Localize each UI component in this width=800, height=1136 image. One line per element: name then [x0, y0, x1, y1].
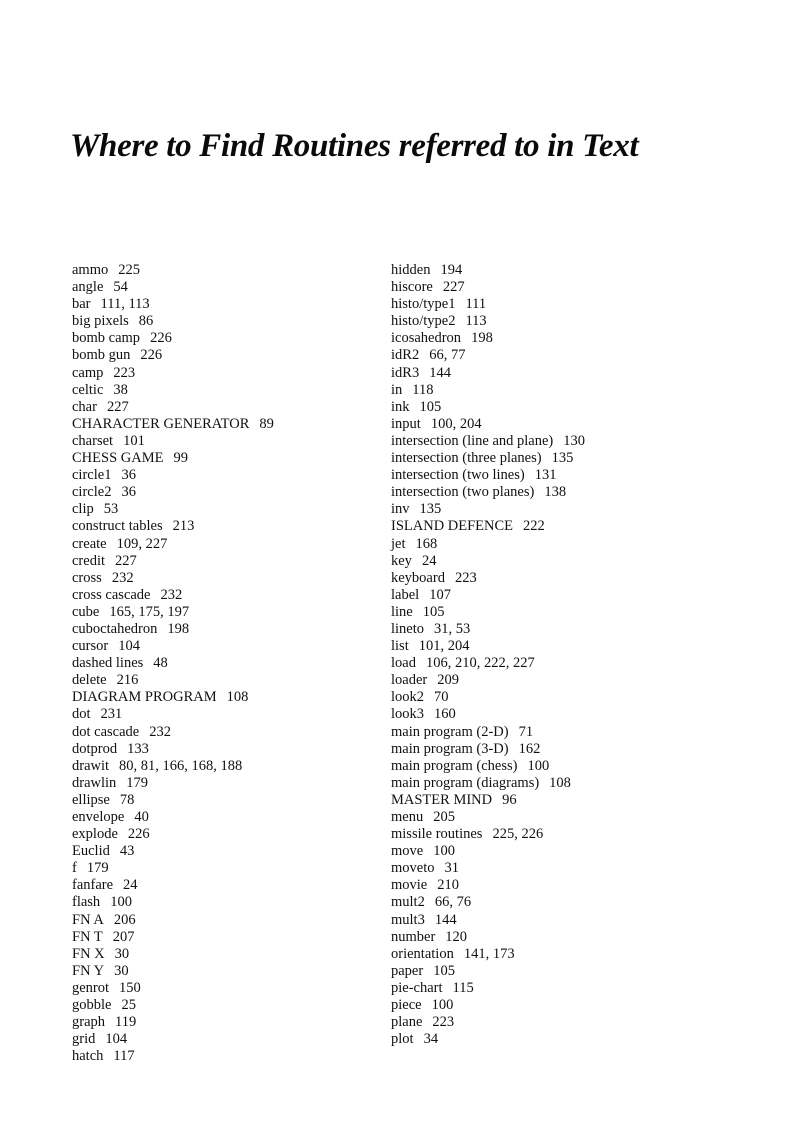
- index-entry: [72, 570, 372, 587]
- index-pages: 119: [115, 1014, 137, 1031]
- index-term: delete: [72, 672, 107, 689]
- index-term: ISLAND DEFENCE: [391, 518, 514, 535]
- index-term: dot cascade: [72, 723, 140, 740]
- index-pages: 226: [150, 330, 172, 347]
- index-pages: 100: [110, 894, 132, 911]
- index-term: main program (chess): [391, 757, 518, 774]
- index-entry: [391, 467, 791, 484]
- index-entry: [72, 843, 372, 860]
- index-pages: 226: [127, 826, 150, 843]
- index-entry: [72, 296, 372, 313]
- index-term: line: [391, 603, 413, 620]
- index-pages: 135: [419, 501, 442, 518]
- index-term: jet: [391, 535, 406, 552]
- index-pages: 232: [111, 569, 134, 586]
- index-term: look3: [391, 706, 425, 723]
- index-pages: 104: [118, 638, 140, 655]
- index-entry: [72, 501, 372, 518]
- index-pages: 198: [167, 620, 190, 637]
- index-entry: [391, 433, 791, 450]
- index-pages: 115: [452, 979, 474, 996]
- index-term: cross: [72, 569, 102, 586]
- index-entry: [391, 1031, 791, 1048]
- index-pages: 66, 76: [434, 894, 472, 911]
- index-pages: 108: [226, 689, 249, 706]
- index-term: ink: [391, 398, 410, 415]
- index-pages: 105: [419, 398, 442, 415]
- index-term: piece: [391, 997, 422, 1014]
- index-term: DIAGRAM PROGRAM: [72, 689, 217, 706]
- index-pages: 150: [119, 979, 141, 996]
- index-pages: 30: [114, 962, 129, 979]
- index-entry: [391, 741, 791, 758]
- index-term: cube: [72, 603, 100, 620]
- index-column-right: [391, 262, 791, 1048]
- index-term: mult2: [391, 894, 425, 911]
- index-term: CHESS GAME: [72, 450, 164, 467]
- index-entry: [72, 775, 372, 792]
- index-pages: 223: [113, 364, 136, 381]
- index-entry: [72, 399, 372, 416]
- index-pages: 54: [113, 279, 128, 296]
- index-entry: [391, 604, 791, 621]
- index-term: FN A: [72, 911, 104, 928]
- index-entry: [72, 1048, 372, 1065]
- index-entry: [72, 912, 372, 929]
- index-pages: 105: [433, 962, 455, 979]
- index-term: construct tables: [72, 518, 163, 535]
- index-term: CHARACTER GENERATOR: [72, 415, 250, 432]
- index-pages: 223: [432, 1014, 455, 1031]
- index-term: idR2: [391, 347, 420, 364]
- index-pages: 99: [173, 450, 188, 467]
- index-entry: [72, 860, 372, 877]
- index-pages: 71: [518, 723, 534, 740]
- index-pages: 80, 81, 166, 168, 188: [119, 757, 243, 774]
- index-term: orientation: [391, 945, 454, 962]
- index-term: input: [391, 415, 421, 432]
- index-pages: 104: [105, 1031, 128, 1048]
- index-entry: [72, 621, 372, 638]
- index-pages: 135: [551, 450, 574, 467]
- index-entry: [72, 826, 372, 843]
- index-entry: [72, 587, 372, 604]
- index-term: keyboard: [391, 569, 445, 586]
- index-pages: 24: [123, 877, 138, 894]
- index-entry: [391, 313, 791, 330]
- index-term: cursor: [72, 638, 109, 655]
- index-entry: [391, 826, 791, 843]
- index-term: mult3: [391, 911, 425, 928]
- index-pages: 113: [465, 313, 487, 330]
- index-term: char: [72, 398, 97, 415]
- index-term: circle2: [72, 484, 112, 501]
- index-pages: 111: [465, 296, 487, 313]
- index-term: histo/type2: [391, 313, 456, 330]
- index-entry: [72, 484, 372, 501]
- index-term: intersection (three planes): [391, 450, 542, 467]
- index-term: FN Y: [72, 962, 105, 979]
- index-term: main program (diagrams): [391, 774, 540, 791]
- index-entry: [391, 587, 791, 604]
- index-term: cross cascade: [72, 586, 151, 603]
- index-term: big pixels: [72, 313, 129, 330]
- index-entry: [391, 946, 791, 963]
- index-pages: 100: [433, 843, 455, 860]
- index-pages: 36: [121, 484, 136, 501]
- index-term: inv: [391, 501, 410, 518]
- index-pages: 96: [502, 791, 517, 808]
- index-pages: 231: [100, 706, 123, 723]
- index-term: intersection (two lines): [391, 467, 525, 484]
- index-pages: 24: [421, 552, 437, 569]
- index-pages: 100: [527, 757, 550, 774]
- index-pages: 130: [563, 432, 586, 449]
- index-entry: [391, 365, 791, 382]
- index-pages: 205: [433, 809, 455, 825]
- index-entry: [72, 980, 372, 997]
- index-pages: 48: [153, 655, 168, 672]
- index-term: lineto: [391, 620, 425, 637]
- index-pages: 144: [434, 911, 457, 928]
- index-entry: [72, 1031, 372, 1048]
- index-entry: [391, 980, 791, 997]
- index-entry: [72, 894, 372, 911]
- index-entry: [391, 1014, 791, 1031]
- index-entry: [72, 741, 372, 758]
- index-entry: [72, 279, 372, 296]
- index-entry: [72, 518, 372, 535]
- index-term: dot: [72, 706, 91, 723]
- index-pages: 78: [119, 791, 135, 808]
- index-entry: [72, 706, 372, 723]
- index-term: menu: [391, 809, 424, 825]
- index-pages: 232: [149, 723, 171, 740]
- index-term: create: [72, 535, 107, 552]
- index-pages: 36: [121, 467, 136, 484]
- index-pages: 168: [415, 535, 438, 552]
- index-entry: [391, 792, 791, 809]
- index-term: number: [391, 928, 436, 945]
- index-pages: 70: [434, 689, 449, 706]
- index-pages: 106, 210, 222, 227: [425, 655, 535, 672]
- index-term: circle1: [72, 467, 112, 484]
- index-entry: [72, 553, 372, 570]
- index-term: hidden: [391, 262, 431, 278]
- index-term: move: [391, 843, 424, 860]
- index-entry: [72, 963, 372, 980]
- index-pages: 165, 175, 197: [109, 603, 190, 620]
- index-term: ellipse: [72, 791, 110, 808]
- index-pages: 133: [127, 740, 149, 757]
- index-entry: [72, 724, 372, 741]
- index-term: bomb gun: [72, 347, 131, 364]
- index-pages: 25: [121, 997, 136, 1014]
- index-column-left: [72, 262, 372, 1065]
- index-term: Euclid: [72, 843, 110, 860]
- index-term: credit: [72, 552, 106, 569]
- index-pages: 105: [422, 603, 445, 620]
- index-pages: 30: [114, 945, 130, 962]
- index-pages: 225: [118, 262, 140, 278]
- index-entry: [391, 621, 791, 638]
- index-pages: 111, 113: [100, 296, 150, 313]
- index-pages: 53: [103, 501, 119, 518]
- index-entry: [72, 946, 372, 963]
- index-pages: 66, 77: [429, 347, 466, 364]
- index-entry: [391, 638, 791, 655]
- index-pages: 107: [429, 586, 451, 603]
- index-pages: 86: [138, 313, 154, 330]
- index-term: graph: [72, 1014, 106, 1031]
- index-term: bomb camp: [72, 330, 141, 347]
- index-term: celtic: [72, 381, 104, 398]
- index-entry: [391, 347, 791, 364]
- index-term: loader: [391, 672, 428, 689]
- index-entry: [72, 313, 372, 330]
- index-term: intersection (two planes): [391, 484, 535, 501]
- index-entry: [391, 706, 791, 723]
- index-entry: [391, 399, 791, 416]
- index-term: in: [391, 381, 403, 398]
- index-term: missile routines: [391, 826, 483, 843]
- index-term: pie-chart: [391, 979, 443, 996]
- index-term: key: [391, 552, 412, 569]
- index-pages: 100, 204: [430, 415, 482, 432]
- index-entry: [391, 501, 791, 518]
- index-entry: [391, 518, 791, 535]
- index-term: clip: [72, 501, 94, 518]
- index-entry: [72, 877, 372, 894]
- index-term: drawit: [72, 757, 110, 774]
- index-entry: [391, 484, 791, 501]
- index-pages: 118: [412, 381, 434, 398]
- index-entry: [391, 262, 791, 279]
- index-pages: 101, 204: [418, 638, 470, 655]
- index-pages: 210: [437, 877, 459, 894]
- index-entry: [391, 775, 791, 792]
- index-term: flash: [72, 894, 101, 911]
- index-pages: 100: [431, 997, 454, 1014]
- index-term: idR3: [391, 364, 420, 381]
- index-entry: [391, 894, 791, 911]
- index-entry: [391, 860, 791, 877]
- index-entry: [391, 536, 791, 553]
- index-pages: 34: [423, 1031, 439, 1048]
- index-term: moveto: [391, 860, 435, 877]
- index-entry: [391, 655, 791, 672]
- index-entry: [72, 365, 372, 382]
- index-entry: [391, 330, 791, 347]
- index-entry: [72, 604, 372, 621]
- index-pages: 207: [112, 928, 135, 945]
- index-term: hatch: [72, 1048, 104, 1065]
- index-pages: 144: [429, 364, 451, 381]
- index-term: MASTER MIND: [391, 791, 493, 808]
- index-term: FN X: [72, 945, 105, 962]
- index-pages: 109, 227: [116, 535, 168, 552]
- index-pages: 194: [440, 262, 463, 278]
- index-pages: 206: [113, 911, 136, 928]
- index-term: main program (2-D): [391, 723, 509, 740]
- index-pages: 131: [534, 467, 557, 484]
- index-entry: [391, 416, 791, 433]
- index-term: main program (3-D): [391, 740, 509, 757]
- index-entry: [72, 347, 372, 364]
- index-entry: [72, 433, 372, 450]
- index-term: look2: [391, 689, 425, 706]
- index-entry: [72, 792, 372, 809]
- index-entry: [391, 296, 791, 313]
- index-pages: 232: [160, 586, 183, 603]
- index-term: intersection (line and plane): [391, 432, 554, 449]
- index-term: drawlin: [72, 774, 117, 791]
- index-entry: [391, 570, 791, 587]
- index-pages: 216: [116, 672, 139, 689]
- index-entry: [72, 689, 372, 706]
- index-term: plane: [391, 1014, 423, 1031]
- index-entry: [72, 536, 372, 553]
- index-pages: 31: [444, 860, 459, 877]
- index-term: icosahedron: [391, 330, 462, 347]
- index-pages: 89: [259, 415, 274, 432]
- index-term: label: [391, 586, 420, 603]
- index-entry: [72, 638, 372, 655]
- index-entry: [72, 450, 372, 467]
- index-pages: 138: [544, 484, 567, 501]
- index-entry: [72, 330, 372, 347]
- page-title: Where to Find Routines referred to in Text: [70, 128, 639, 164]
- index-pages: 227: [115, 552, 137, 569]
- index-term: camp: [72, 364, 104, 381]
- index-entry: [391, 279, 791, 296]
- index-term: dashed lines: [72, 655, 144, 672]
- index-term: hiscore: [391, 279, 433, 296]
- index-term: histo/type1: [391, 296, 456, 313]
- index-pages: 179: [126, 774, 149, 791]
- index-pages: 160: [434, 706, 456, 723]
- index-entry: [391, 758, 791, 775]
- index-entry: [391, 672, 791, 689]
- index-term: grid: [72, 1031, 96, 1048]
- index-pages: 227: [106, 398, 129, 415]
- index-entry: [72, 416, 372, 433]
- index-pages: 101: [123, 432, 145, 449]
- index-pages: 40: [134, 809, 149, 825]
- index-entry: [72, 655, 372, 672]
- index-term: angle: [72, 279, 104, 296]
- index-entry: [391, 929, 791, 946]
- index-pages: 223: [454, 569, 477, 586]
- index-entry: [391, 724, 791, 741]
- index-pages: 222: [523, 518, 545, 535]
- index-entry: [72, 997, 372, 1014]
- index-term: list: [391, 638, 409, 655]
- index-term: genrot: [72, 979, 110, 996]
- index-term: f: [72, 860, 77, 877]
- index-term: dotprod: [72, 740, 118, 757]
- index-pages: 120: [445, 928, 468, 945]
- index-pages: 225, 226: [492, 826, 544, 843]
- index-term: paper: [391, 962, 424, 979]
- index-pages: 117: [113, 1048, 135, 1065]
- index-entry: [72, 382, 372, 399]
- index-pages: 227: [442, 279, 465, 296]
- index-pages: 31, 53: [434, 620, 471, 637]
- index-pages: 43: [119, 843, 135, 860]
- index-term: bar: [72, 296, 91, 313]
- index-entry: [391, 382, 791, 399]
- index-term: ammo: [72, 262, 109, 278]
- index-pages: 141, 173: [463, 945, 515, 962]
- index-term: explode: [72, 826, 118, 843]
- index-entry: [391, 877, 791, 894]
- index-entry: [72, 929, 372, 946]
- index-pages: 209: [437, 672, 459, 689]
- index-entry: [72, 672, 372, 689]
- index-entry: [391, 553, 791, 570]
- index-entry: [391, 963, 791, 980]
- index-term: gobble: [72, 997, 112, 1014]
- index-term: fanfare: [72, 877, 114, 894]
- index-entry: [391, 843, 791, 860]
- index-entry: [391, 997, 791, 1014]
- index-pages: 198: [471, 330, 493, 347]
- index-pages: 179: [86, 860, 109, 877]
- index-term: cuboctahedron: [72, 620, 158, 637]
- index-term: load: [391, 655, 416, 672]
- index-term: plot: [391, 1031, 414, 1048]
- index-term: envelope: [72, 809, 125, 825]
- index-entry: [391, 912, 791, 929]
- index-entry: [391, 450, 791, 467]
- index-entry: [72, 262, 372, 279]
- index-entry: [391, 809, 791, 826]
- index-entry: [72, 1014, 372, 1031]
- index-entry: [72, 467, 372, 484]
- index-entry: [72, 758, 372, 775]
- index-entry: [391, 689, 791, 706]
- index-pages: 38: [113, 381, 128, 398]
- index-pages: 162: [518, 740, 541, 757]
- index-term: FN T: [72, 928, 103, 945]
- index-pages: 213: [172, 518, 195, 535]
- index-entry: [72, 809, 372, 826]
- index-term: charset: [72, 432, 114, 449]
- index-pages: 108: [549, 774, 571, 791]
- index-term: movie: [391, 877, 428, 894]
- index-pages: 226: [140, 347, 163, 364]
